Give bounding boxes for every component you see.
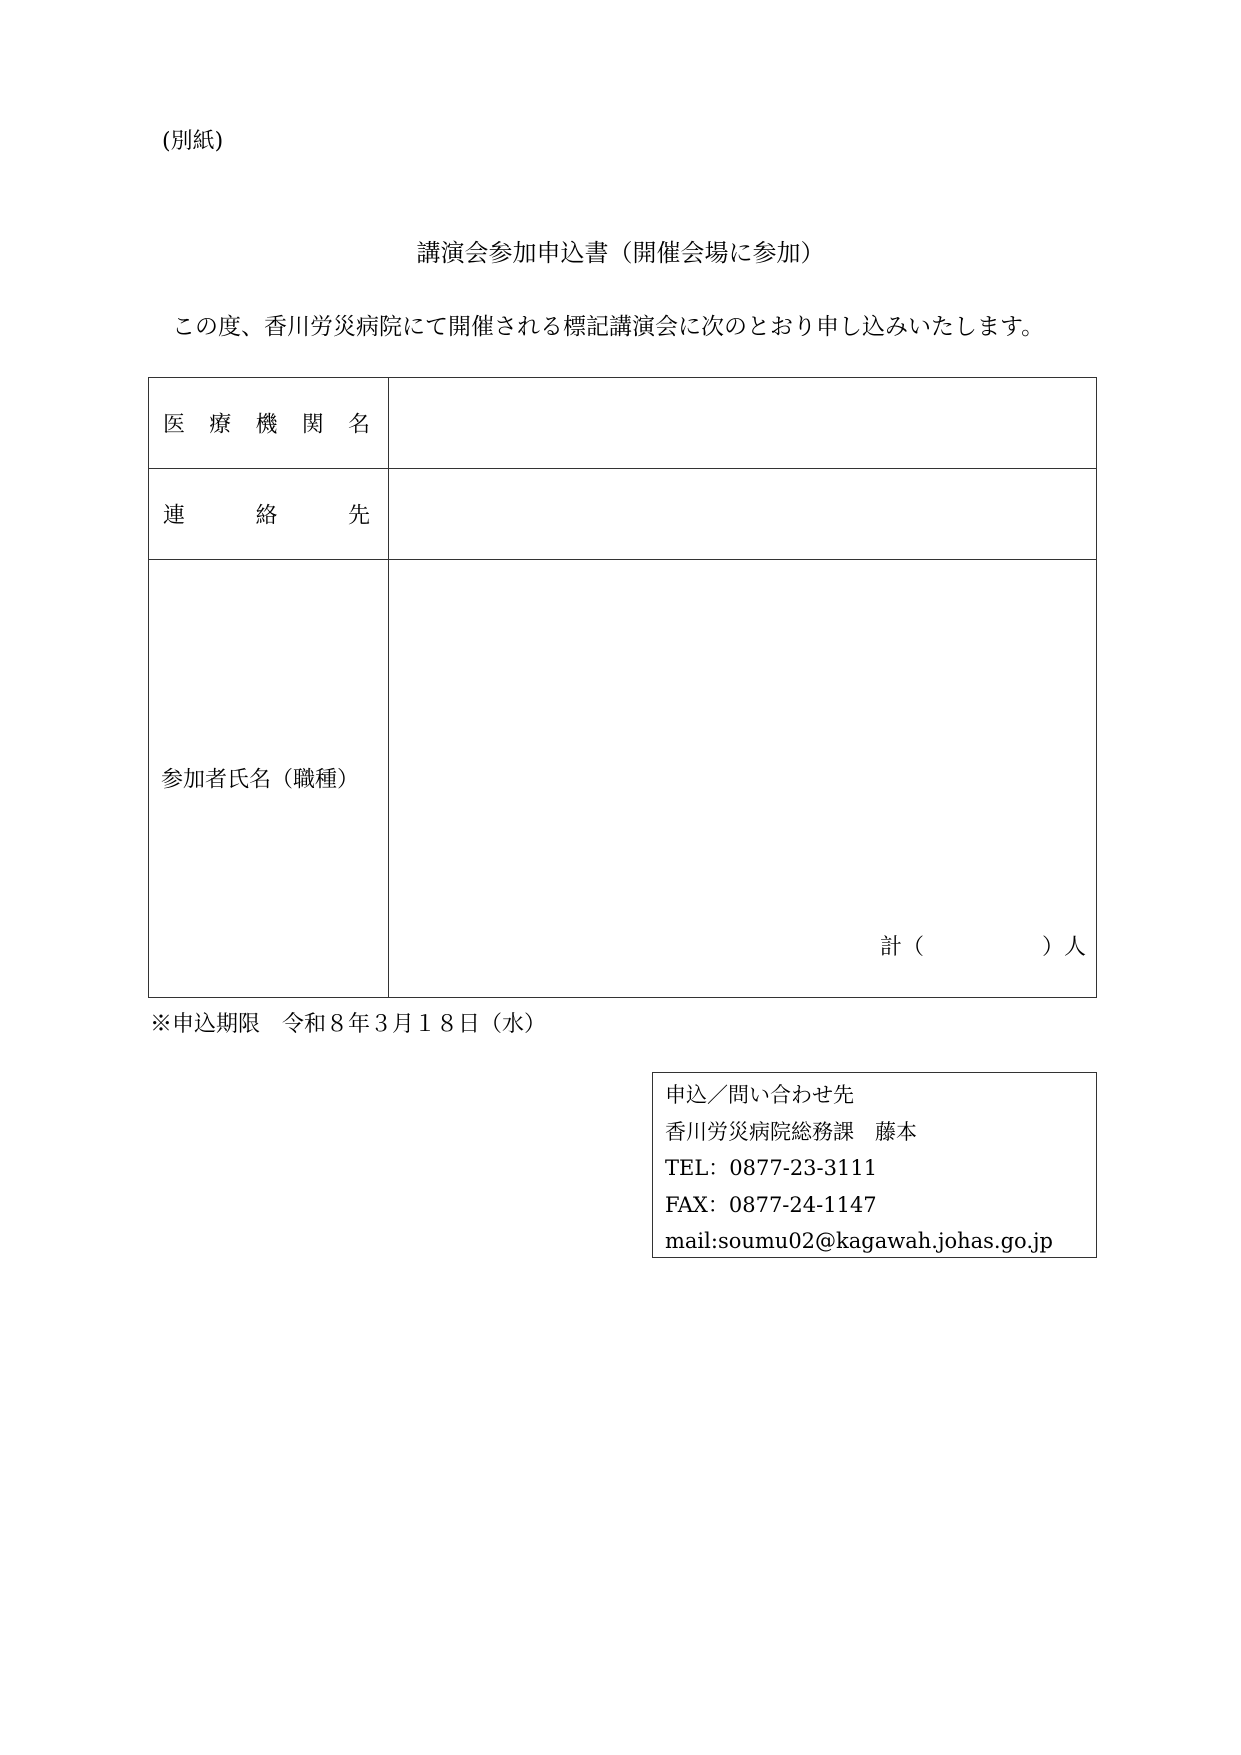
contact-label: [163, 498, 370, 529]
form-row-participants: [149, 559, 1096, 997]
institution-field[interactable]: [389, 378, 1096, 468]
contact-field[interactable]: [389, 468, 1096, 559]
institution-label-char: 医: [163, 412, 186, 438]
application-form-table: [148, 377, 1097, 998]
participant-total: [880, 930, 1086, 961]
contact-label-char: 連: [163, 503, 186, 528]
contact-label-cell: [149, 468, 389, 559]
total-prefix: 計（: [879, 935, 924, 960]
contact-department: 香川労災病院総務課 藤本: [665, 1119, 917, 1144]
institution-label: [163, 408, 370, 439]
participants-label-cell: [149, 559, 389, 997]
contact-fax: FAX：0877-24-1147: [665, 1192, 877, 1217]
contact-label-char: 先: [347, 503, 370, 528]
institution-label-char: 関: [301, 412, 324, 438]
form-row-institution: [149, 378, 1096, 469]
total-suffix: ）人: [1041, 935, 1086, 960]
contact-label-char: 絡: [255, 503, 278, 528]
contact-mail[interactable]: mail:soumu02@kagawah.johas.go.jp: [665, 1229, 1053, 1253]
participants-field[interactable]: [389, 559, 1096, 997]
contact-info-box: [652, 1072, 1097, 1258]
institution-label-char: 名: [347, 412, 370, 438]
institution-label-cell: [149, 378, 389, 468]
institution-label-char: 療: [209, 412, 232, 438]
contact-heading: 申込／問い合わせ先: [665, 1083, 854, 1107]
intro-text: この度、香川労災病院にて開催される標記講演会に次のとおり申し込みいたします。: [172, 314, 1045, 340]
application-deadline: ※申込期限 令和８年３月１８日（水）: [150, 1012, 547, 1037]
contact-tel: TEL：0877-23-3111: [665, 1156, 878, 1180]
institution-label-char: 機: [255, 412, 278, 438]
attachment-label: (別紙): [162, 129, 224, 154]
participants-label: 参加者氏名（職種）: [161, 767, 360, 793]
document-title: 講演会参加申込書（開催会場に参加）: [416, 239, 825, 267]
form-row-contact: [149, 468, 1096, 560]
